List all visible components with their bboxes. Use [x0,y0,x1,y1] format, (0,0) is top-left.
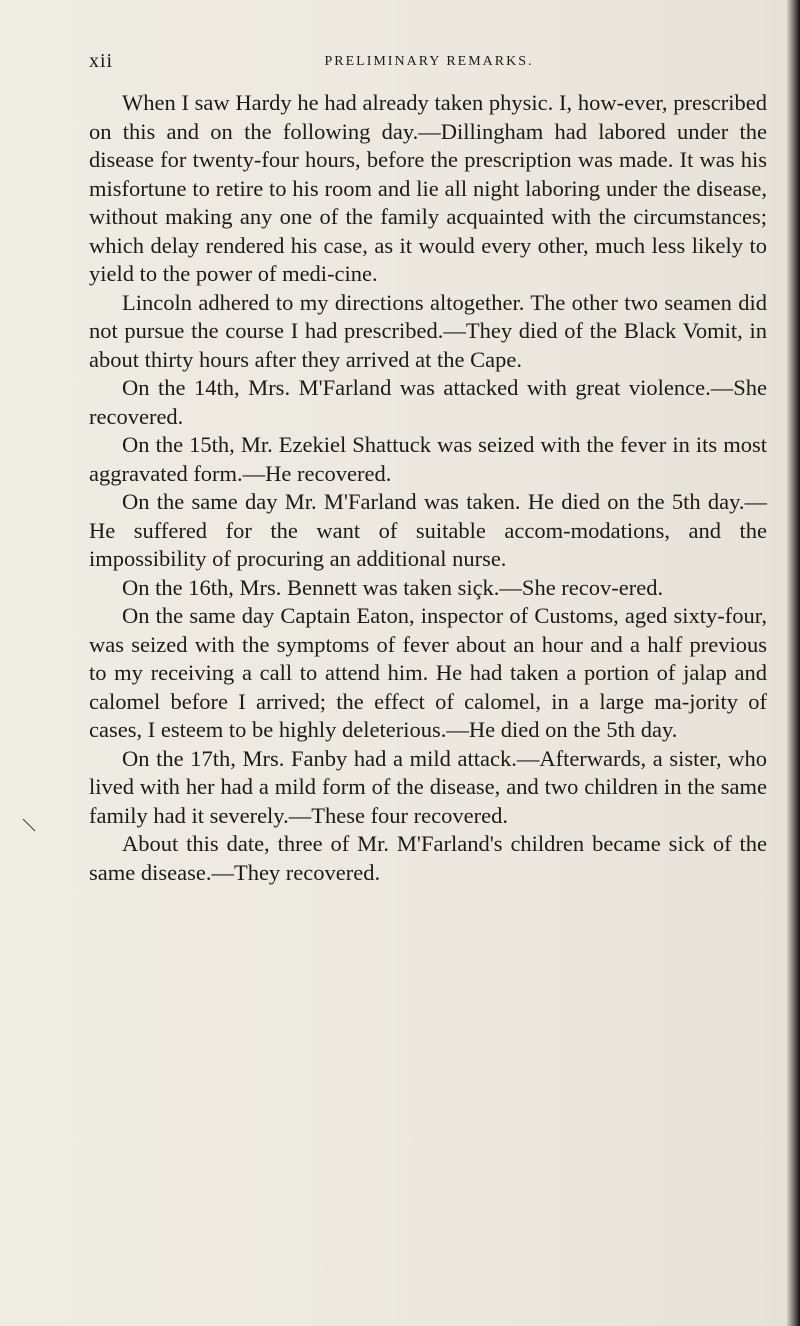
paragraph-4: On the 15th, Mr. Ezekiel Shattuck was seized with the fever in its most aggravated form.—He recovered. [89,432,767,486]
margin-mark [22,818,36,832]
paragraph-2: Lincoln adhered to my directions altogether. The other two seamen did not pursue the course I had prescribed.—They died of the Black Vomit, in about thirty hours after they arrived at the Cape. [89,289,767,372]
paragraph-9: About this date, three of Mr. M'Farland's children became sick of the same disease.—They recovered. [89,831,767,885]
page-header [89,50,729,80]
paragraph-5: On the same day Mr. M'Farland was taken. He died on the 5th day.—He suffered for the want of suitable accom-modations, and the impossibility of procuring an additional nurse. [89,489,767,571]
paragraph-3: On the 14th, Mrs. M'Farland was attacked with great violence.—She recovered. [89,375,767,429]
page-edge-shadow [786,0,800,1326]
paragraph-1: When I saw Hardy he had already taken physic. I, how-ever, prescribed on this and on the following day.—Dillingham had labored under the disease for twenty-four hours, before the prescription was made. It was his misfortune to retire to his room and lie all night laboring under the disease, without making any one of the family acquainted with the circumstances; which delay rendered his case, as it would every other, much less likely to yield to the power of medi-cine. [89,90,767,286]
paragraph-8: On the 17th, Mrs. Fanby had a mild attack.—Afterwards, a sister, who lived with her had a mild form of the disease, and two children in the same family had it severely.—These four recovered. [89,745,767,828]
page-number: xii [89,50,114,72]
paragraph-7: On the same day Captain Eaton, inspector of Customs, aged sixty-four, was seized with the symptoms of fever about an hour and a half previous to my receiving a call to attend him. He had taken a portion of jalap and calomel before I arrived; the effect of calomel, in a large ma-jority of cases, I esteem to be highly deleterious.—He died on the 5th day. [89,603,767,742]
running-head: PRELIMINARY REMARKS. [324,54,534,69]
paragraph-6: On the 16th, Mrs. Bennett was taken siçk.—She recov-ered. [122,574,664,600]
body-text [89,89,767,887]
